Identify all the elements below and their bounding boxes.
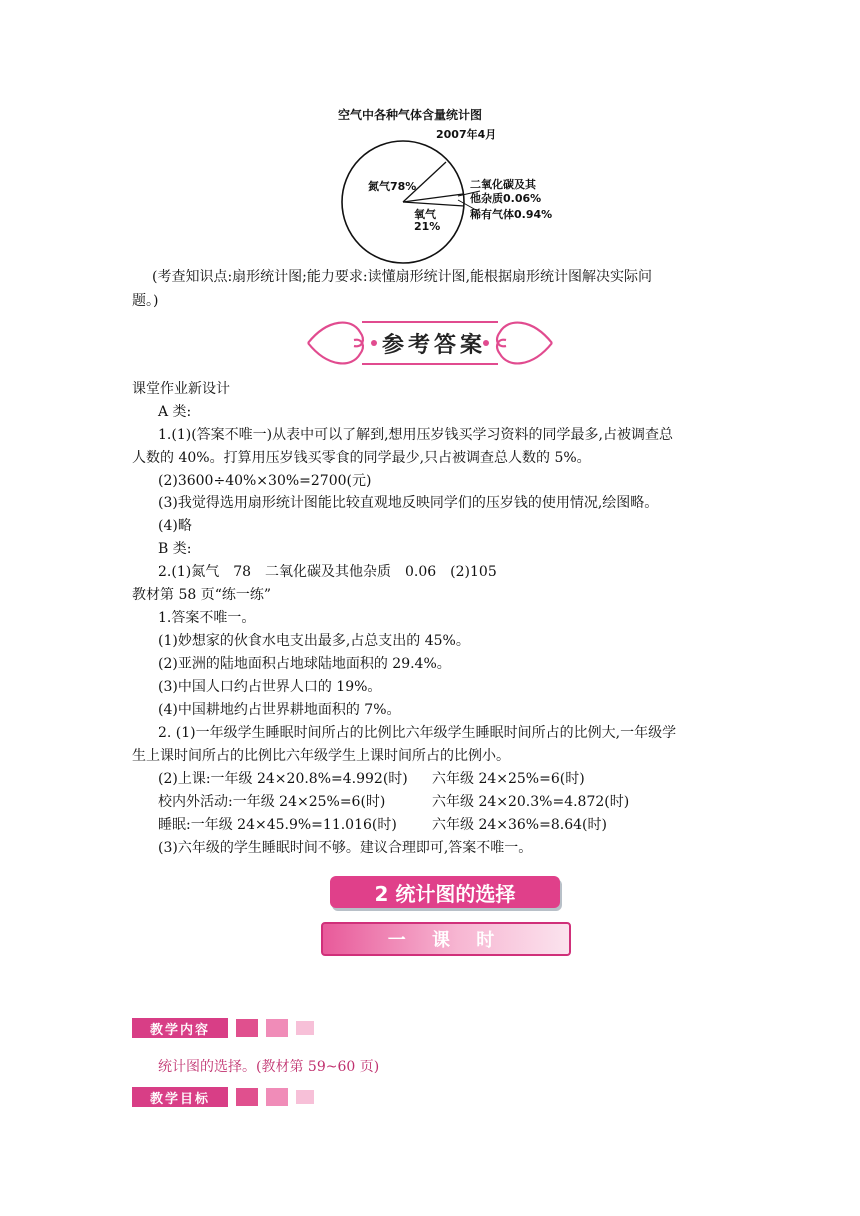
note-line-2: 题。) (132, 293, 159, 309)
answer-line: 1.(1)(答案不唯一)从表中可以了解到,想用压岁钱买学习资料的同学最多,占被调查总 (158, 427, 674, 443)
answer-line: 1.答案不唯一。 (158, 610, 256, 626)
content-text: 统计图的选择。(教材第 59~60 页) (158, 1059, 380, 1075)
answer-heading: 教材第 58 页“练一练” (132, 587, 272, 603)
calc-right: 六年级 24×20.3%=4.872(时) (432, 794, 630, 810)
slice-label-oxygen-name: 氧气 (414, 208, 436, 221)
answer-line: B 类: (158, 541, 192, 557)
answer-line: 2.(1)氮气 78 二氧化碳及其他杂质 0.06 (2)105 (158, 564, 497, 580)
tag-square (236, 1088, 258, 1106)
note-line-1: (考查知识点:扇形统计图;能力要求:读懂扇形统计图,能根据扇形统计图解决实际问 (152, 269, 653, 285)
calc-left: (2)上课:一年级 24×20.8%=4.992(时) (158, 771, 408, 787)
section-banner: 2 统计图的选择 (330, 876, 560, 908)
slice-label-oxygen-value: 21% (414, 220, 441, 233)
calc-right: 六年级 24×25%=6(时) (432, 771, 585, 787)
answer-line: (3)中国人口约占世界人口的 19%。 (158, 679, 382, 695)
answer-line: 2. (1)一年级学生睡眠时间所占的比例比六年级学生睡眠时间所占的比例大,一年级学 (158, 725, 677, 741)
answer-line: (2)亚洲的陆地面积占地球陆地面积的 29.4%。 (158, 656, 451, 672)
calc-left: 校内外活动:一年级 24×25%=6(时) (158, 794, 386, 810)
answer-line: (1)妙想家的伙食水电支出最多,占总支出的 45%。 (158, 633, 470, 649)
tag-square (296, 1090, 314, 1104)
slice-label-nitrogen: 氮气78% (368, 180, 417, 193)
slice-label-co2-line2: 他杂质0.06% (470, 192, 542, 205)
answer-line: (4)略 (158, 518, 192, 534)
answer-banner-title: 参考答案 (381, 331, 486, 358)
tag-square (236, 1019, 258, 1037)
slice-label-co2-line1: 二氧化碳及其 (470, 178, 536, 191)
tag-square (266, 1088, 288, 1106)
answer-line: 人数的 40%。打算用压岁钱买零食的同学最少,只占被调查总人数的 5%。 (132, 450, 591, 466)
chart-title: 空气中各种气体含量统计图 (338, 108, 483, 122)
chart-date: 2007年4月 (436, 128, 497, 141)
answer-line: (4)中国耕地约占世界耕地面积的 7%。 (158, 702, 401, 718)
tag-teaching-goals: 教学目标 (132, 1087, 228, 1107)
calc-right: 六年级 24×36%=8.64(时) (432, 817, 607, 833)
answer-line: 生上课时间所占的比例比六年级学生上课时间所占的比例小。 (132, 748, 510, 764)
answer-line: (3)六年级的学生睡眠时间不够。建议合理即可,答案不唯一。 (158, 840, 533, 856)
answer-line: (3)我觉得选用扇形统计图能比较直观地反映同学们的压岁钱的使用情况,绘图略。 (158, 495, 659, 511)
calc-left: 睡眠:一年级 24×45.9%=11.016(时) (158, 817, 397, 833)
answer-heading: 课堂作业新设计 (132, 381, 230, 397)
answer-line: A 类: (158, 404, 192, 420)
slice-label-rare: 稀有气体0.94% (470, 208, 553, 221)
tag-teaching-content: 教学内容 (132, 1018, 228, 1038)
tag-square (266, 1019, 288, 1037)
lesson-banner: 一 课 时 (321, 922, 571, 956)
tag-square (296, 1021, 314, 1035)
answer-line: (2)3600÷40%×30%=2700(元) (158, 473, 372, 489)
